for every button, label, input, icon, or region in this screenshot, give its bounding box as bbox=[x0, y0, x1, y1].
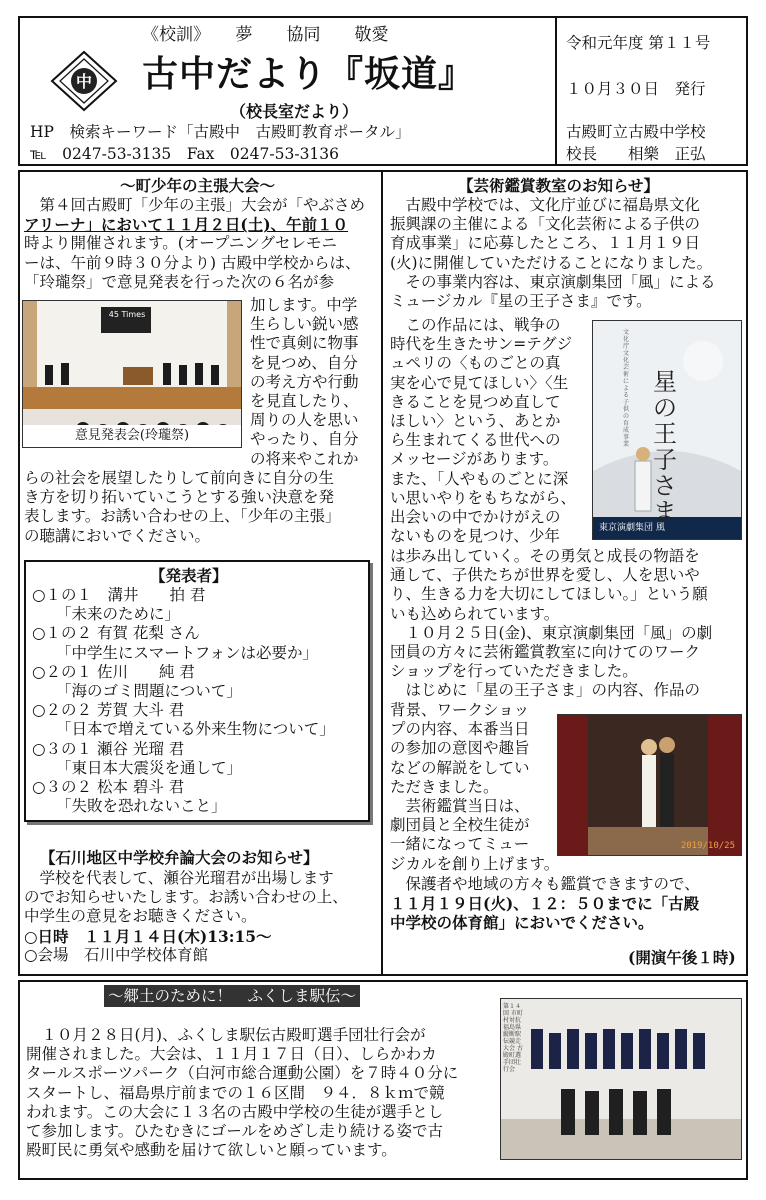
geijutsu-wrap2-line: 一緒になってミュー bbox=[390, 835, 530, 854]
ekiden-heading: ～郷土のために！ ふくしま駅伝～ bbox=[104, 985, 360, 1007]
school-name: 古殿町立古殿中学校 bbox=[566, 123, 706, 141]
shucho-wrap-line: 生らしい鋭い感 bbox=[250, 315, 359, 334]
geijutsu-wrap-line: この作品には、戦争の bbox=[390, 316, 561, 334]
photo-date-stamp: 2019/10/25 bbox=[680, 841, 735, 851]
geijutsu-wrap2-line: ただきました。 bbox=[390, 777, 499, 796]
ekiden-line: スタートし、福島県庁前までの１６区間 ９４．８ｋｍで競 bbox=[26, 1083, 445, 1102]
benron-place: ○会場 石川中学校体育館 bbox=[24, 945, 209, 964]
geijutsu-wrap-line: メッセージがあります。 bbox=[390, 450, 559, 469]
geijutsu-text-bottom bbox=[390, 875, 700, 933]
issue-date: １０月３０日 発行 bbox=[566, 80, 706, 98]
shucho-heading: ～町少年の主張大会～ bbox=[120, 176, 276, 195]
geijutsu-line: (火)に開催していただけることになりました。 bbox=[390, 253, 713, 272]
geijutsu-wrap2-line: ジカルを創り上げます。 bbox=[390, 854, 560, 873]
geijutsu-wrap2-line: 劇団員と全校生徒が bbox=[390, 816, 530, 835]
geijutsu-wrap-line: 時代を生きたサン=テグジ bbox=[390, 335, 573, 354]
geijutsu-mid-line: １０月２５日(金)、東京演劇集団「風」の劇 bbox=[390, 623, 713, 642]
benron-line: のでお知らせいたします。お誘い合わせの上、 bbox=[24, 888, 348, 907]
poster-small-text: 文化庁 文化芸術による子供の育成事業 bbox=[623, 329, 630, 448]
speaker-name: ○２の１ 佐川 純 君 bbox=[32, 662, 195, 681]
workshop-photo bbox=[557, 714, 742, 856]
shucho-tail-line: らの社会を展望したりして前向きに自分の生 bbox=[24, 469, 335, 487]
shucho-text-tail bbox=[24, 469, 341, 546]
school-emblem-icon bbox=[50, 50, 118, 112]
shucho-wrap-line: の将来やこれか bbox=[250, 449, 359, 468]
speaker-topic: 「失敗を恐れないこと」 bbox=[56, 797, 227, 816]
geijutsu-wrap2-line: プの内容、本番当日 bbox=[390, 720, 530, 739]
speaker-name: ○３の２ 松本 碧斗 君 bbox=[32, 777, 185, 796]
shucho-line: ーは、午前９時３０分より) 古殿中学校からは、 bbox=[24, 253, 361, 272]
speaker-topic: 「東日本大震災を通して」 bbox=[56, 758, 243, 777]
geijutsu-bottom-line: １１月１９日(火)、１２：５０までに「古殿 bbox=[390, 894, 700, 914]
geijutsu-line: その事業内容は、東京演劇集団「風」による bbox=[390, 272, 716, 291]
speakers-heading: 【発表者】 bbox=[150, 566, 228, 585]
shucho-line: 時より開催されます。(オープニングセレモニ bbox=[24, 234, 337, 253]
speech-contest-photo bbox=[22, 300, 242, 448]
geijutsu-mid-line: ショップを行っていただきました。 bbox=[390, 662, 638, 681]
geijutsu-text-wrap bbox=[390, 316, 576, 546]
issue-number: 令和元年度 第１１号 bbox=[566, 34, 711, 52]
ekiden-line: タールスポーツパーク（白河市総合運動公園）を７時４０分に bbox=[26, 1064, 459, 1083]
benron-datetime: ○日時 １１月１４日(木)13:15～ bbox=[24, 926, 272, 946]
geijutsu-mid-line: 通して、子供たちが世界を愛し、人を思いや bbox=[390, 566, 700, 585]
ekiden-line: われます。この大会に１３名の古殿中学校の生徒が選手とし bbox=[26, 1102, 444, 1121]
speakers-list bbox=[32, 586, 335, 816]
geijutsu-wrap-line: い思いやりをもちながら、 bbox=[390, 488, 577, 507]
geijutsu-wrap2-line: 芸術鑑賞当日は、 bbox=[390, 796, 530, 815]
tel-fax: ℡ 0247-53-3135 Fax 0247-53-3136 bbox=[30, 145, 340, 163]
geijutsu-wrap-line: 出会いの中でかけがえの bbox=[390, 507, 561, 526]
shucho-wrap-line: の考え方や行動 bbox=[250, 372, 359, 391]
geijutsu-text-top bbox=[390, 196, 716, 311]
geijutsu-mid-line: いも込められています。 bbox=[390, 604, 560, 623]
photo-caption: 意見発表会(玲瓏祭) bbox=[23, 425, 241, 447]
speaker-name: ○２の２ 芳賀 大斗 君 bbox=[32, 701, 185, 720]
geijutsu-line: 育成事業」に応募したところ、１１月１９日 bbox=[390, 234, 701, 253]
shucho-wrap-line: 性で真剣に物事 bbox=[250, 334, 359, 353]
shucho-line: アリーナ」において１１月２日(土)、午前１０ bbox=[24, 215, 349, 235]
ekiden-line: 殿町民に勇気や感動を届けて欲しいと願っています。 bbox=[26, 1141, 397, 1160]
svg-text:中: 中 bbox=[75, 72, 93, 91]
geijutsu-wrap-line: ほしい〉という、あとか bbox=[390, 411, 561, 430]
geijutsu-bottom-line: 保護者や地域の方々も鑑賞できますので、 bbox=[390, 875, 700, 893]
ekiden-team-photo bbox=[500, 998, 742, 1160]
speaker-topic: 「中学生にスマートフォンは必要か」 bbox=[56, 643, 318, 662]
geijutsu-mid-line: は歩み出していく。その勇気と成長の物語を bbox=[390, 547, 700, 565]
column-divider bbox=[381, 171, 383, 975]
speaker-topic: 「日本で増えている外来生物について」 bbox=[56, 720, 335, 739]
newsletter-title: 古中だより『坂道』 bbox=[142, 53, 476, 95]
poster-title: 星の王子さま bbox=[653, 368, 677, 526]
shucho-tail-line: き方を切り拓いていこうとする強い決意を発 bbox=[24, 488, 335, 507]
speaker-topic: 「未来のために」 bbox=[56, 605, 181, 624]
shucho-line: 第４回古殿町「少年の主張」大会が「やぶさめ bbox=[24, 196, 366, 214]
benron-heading: 【石川地区中学校弁論大会のお知らせ】 bbox=[40, 848, 319, 867]
geijutsu-mid-line: り、生きる力を大切にしてほしい。」という願 bbox=[390, 585, 708, 604]
speaker-name: ○１の２ 有賀 花梨 さん bbox=[32, 624, 200, 643]
geijutsu-text-wrap2 bbox=[390, 701, 559, 874]
performance-note: (開演午後１時) bbox=[628, 948, 736, 967]
geijutsu-wrap-line: 実を心で見てほしい〉〈生 bbox=[390, 373, 569, 392]
shucho-wrap-line: やったり、自分 bbox=[250, 430, 359, 449]
shucho-text-top bbox=[24, 196, 365, 292]
shucho-wrap-line: を見つめ、自分 bbox=[250, 353, 358, 372]
homepage-keyword: HP 検索キーワード「古殿中 古殿町教育ポータル」 bbox=[30, 123, 411, 141]
header-divider bbox=[555, 17, 557, 165]
shucho-wrap-line: 周りの人を思い bbox=[250, 411, 359, 430]
benron-line: 中学生の意見をお聴きください。 bbox=[24, 907, 257, 926]
geijutsu-mid-line: はじめに「星の王子さま」の内容、作品の bbox=[390, 681, 701, 700]
geijutsu-line: ミュージカル『星の王子さま』です。 bbox=[390, 291, 652, 310]
ekiden-line: て参加します。ひたむきにゴールをめざし走り続ける姿で古 bbox=[26, 1121, 443, 1140]
geijutsu-text-mid bbox=[390, 547, 712, 701]
principal-name: 校長 相樂 正弘 bbox=[566, 145, 706, 163]
shucho-tail-line: の聴講においでください。 bbox=[24, 526, 211, 545]
geijutsu-wrap-line: ュペリの〈ものごとの真 bbox=[390, 354, 561, 373]
geijutsu-wrap2-line: 背景、ワークショッ bbox=[390, 701, 530, 719]
speaker-name: ○１の１ 溝井 拍 君 bbox=[32, 586, 206, 604]
speaker-name: ○３の１ 瀬谷 光瑠 君 bbox=[32, 739, 185, 758]
shucho-wrap-line: 加します。中学 bbox=[250, 296, 358, 314]
geijutsu-wrap2-line: の参加の意図や趣旨 bbox=[390, 739, 530, 758]
shucho-tail-line: 表します。お誘い合わせの上、「少年の主張」 bbox=[24, 507, 341, 526]
geijutsu-wrap-line: ないものを見つけ、少年 bbox=[390, 527, 560, 546]
newsletter-subtitle: （校長室だより） bbox=[230, 102, 359, 121]
school-motto: 《校訓》 夢 協同 敬愛 bbox=[142, 25, 389, 45]
geijutsu-wrap-line: また、「人やものごとに深 bbox=[390, 469, 569, 488]
geijutsu-wrap2-line: などの解説をしてい bbox=[390, 758, 530, 777]
geijutsu-wrap-line: ら生まれてくる世代への bbox=[390, 431, 561, 450]
stage-banner-text: 45 Times bbox=[108, 310, 146, 319]
musical-poster bbox=[592, 320, 742, 540]
shucho-line: 「玲瓏祭」で意見発表を行った次の６名が参 bbox=[24, 272, 335, 291]
speaker-topic: 「海のゴミ問題について」 bbox=[56, 681, 242, 700]
ekiden-line: 開催されました。大会は、１１月１７日（日）、しらかわカ bbox=[26, 1045, 437, 1064]
geijutsu-line: 振興課の主催による「文化芸術による子供の bbox=[390, 215, 701, 234]
ekiden-board-text: 第１４回 市町村対抗福島県縦断駅伝競走大会 古殿町選手団壮行会 bbox=[503, 1003, 523, 1073]
ekiden-line: １０月２８日(月)、ふくしま駅伝古殿町選手団壮行会が bbox=[26, 1026, 426, 1044]
shucho-wrap-line: を見直したり、 bbox=[250, 391, 359, 410]
ekiden-heading-banner bbox=[104, 985, 410, 1007]
ekiden-text bbox=[26, 1026, 458, 1160]
geijutsu-bottom-line: 中学校の体育館」においでください。 bbox=[390, 913, 654, 933]
benron-line: 学校を代表して、瀬谷光瑠君が出場します bbox=[24, 869, 334, 887]
shucho-text-wrap bbox=[250, 296, 359, 469]
poster-company: 東京演劇集団 風 bbox=[599, 523, 665, 533]
geijutsu-mid-line: 団員の方々に芸術鑑賞教室に向けてのワーク bbox=[390, 642, 701, 661]
geijutsu-wrap-line: きることを見つめ直して bbox=[390, 392, 561, 411]
geijutsu-line: 古殿中学校では、文化庁並びに福島県文化 bbox=[390, 196, 701, 214]
benron-text bbox=[24, 869, 348, 965]
geijutsu-heading: 【芸術鑑賞教室のお知らせ】 bbox=[458, 176, 660, 195]
